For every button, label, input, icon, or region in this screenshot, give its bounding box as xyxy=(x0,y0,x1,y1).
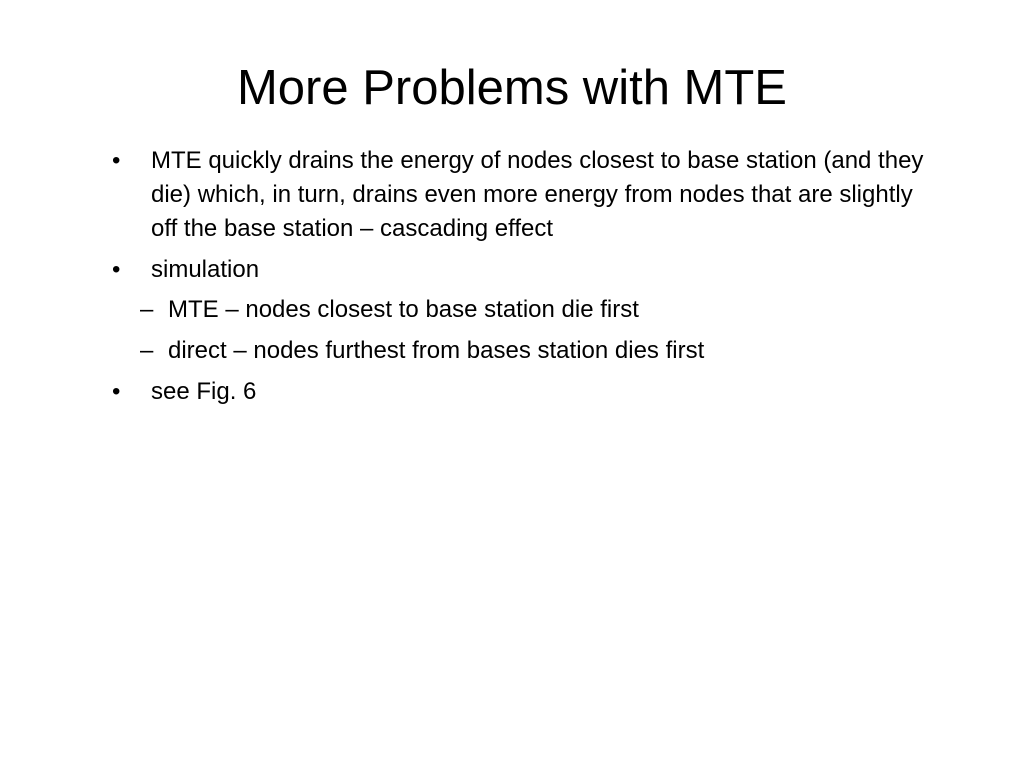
bullet-text: MTE quickly drains the energy of nodes closest to base station (and they die) which, in turn, drains even more energy from nodes that are slightly off the base station – cascading effect xyxy=(151,147,924,242)
bullet-marker: • xyxy=(112,147,121,174)
bullet-text: simulation xyxy=(151,256,260,283)
sub-bullet-text: direct – nodes furthest from bases station dies first xyxy=(168,337,705,364)
sub-bullet-list xyxy=(140,293,932,368)
sub-bullet-text: MTE – nodes closest to base station die first xyxy=(168,296,639,323)
bullet-item xyxy=(112,144,932,246)
bullet-item xyxy=(112,253,932,368)
sub-bullet-marker: – xyxy=(140,296,154,323)
sub-bullet-marker: – xyxy=(140,337,154,364)
bullet-marker: • xyxy=(112,378,121,405)
sub-bullet-item xyxy=(122,293,932,327)
bullet-item xyxy=(112,375,932,409)
slide-title: More Problems with MTE xyxy=(236,61,787,115)
sub-bullet-item xyxy=(122,334,932,368)
bullet-text: see Fig. 6 xyxy=(151,378,257,405)
bullet-marker: • xyxy=(112,256,121,283)
bullet-list xyxy=(112,144,932,416)
